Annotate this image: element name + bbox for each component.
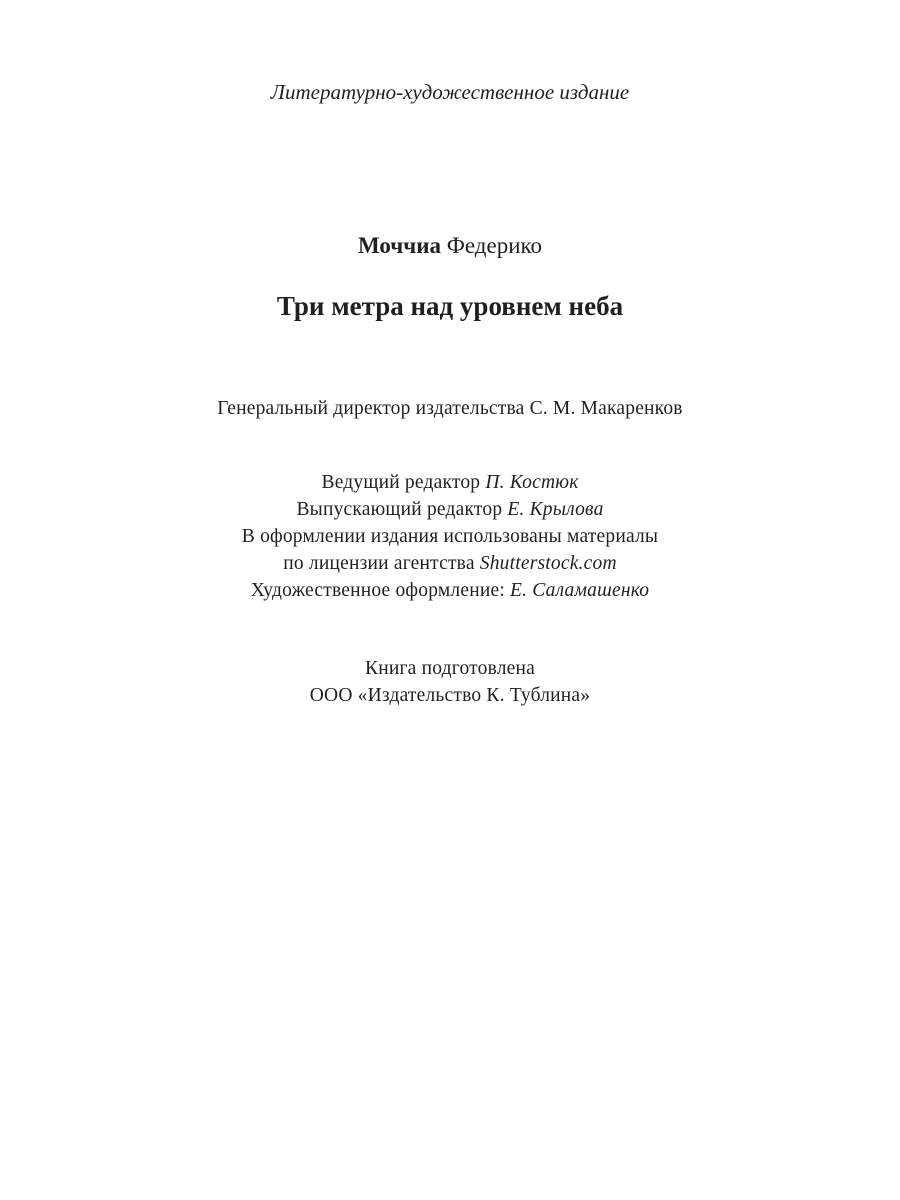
materials-line-2 <box>0 550 900 577</box>
release-editor-row <box>0 496 900 523</box>
lead-editor-name: П. Костюк <box>485 472 579 493</box>
editorial-credits <box>0 469 900 604</box>
release-editor-label: Выпускающий редактор <box>296 499 503 520</box>
lead-editor-label: Ведущий редактор <box>321 472 481 493</box>
author-line <box>0 230 900 262</box>
publisher-block <box>0 655 900 709</box>
art-design-name: Е. Саламашенко <box>510 580 650 601</box>
materials-source: Shutterstock.com <box>479 553 617 574</box>
release-editor-name: Е. Крылова <box>507 499 604 520</box>
edition-type: Литературно-художественное издание <box>270 80 630 104</box>
general-director-line: Генеральный директор издательства С. М. Макаренков <box>217 398 683 419</box>
art-design-row <box>0 577 900 604</box>
materials-license-label: по лицензии агентства <box>283 553 475 574</box>
publisher-line-2: ООО «Издательство К. Тублина» <box>309 685 591 706</box>
lead-editor-row <box>0 469 900 496</box>
publisher-line-1: Книга подготовлена <box>365 658 535 679</box>
art-design-label: Художественное оформление: <box>250 580 505 601</box>
book-title: Три метра над уровнем неба <box>276 291 624 321</box>
author-given-name: Федерико <box>446 233 543 258</box>
materials-line-1: В оформлении издания использованы материалы <box>241 526 659 547</box>
author-surname: Моччиа <box>357 233 441 258</box>
